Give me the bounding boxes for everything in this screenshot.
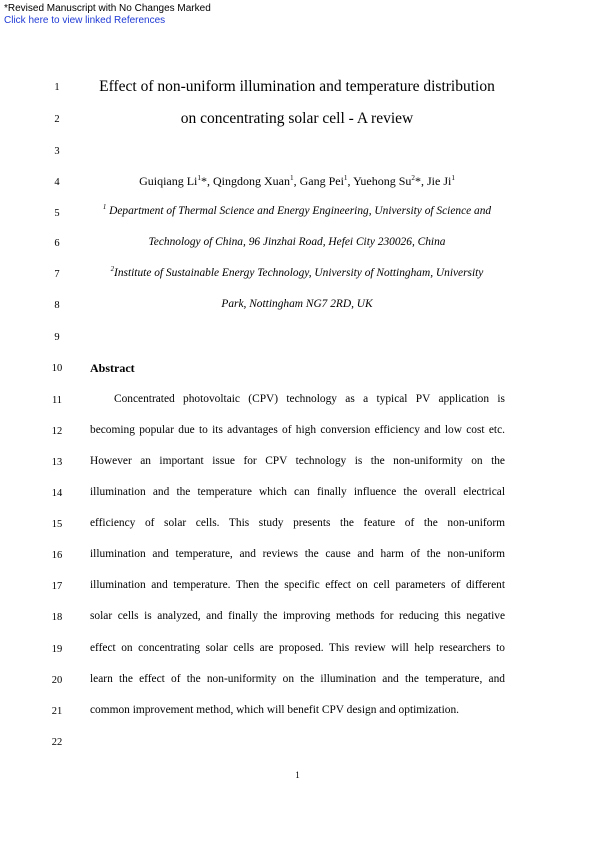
author-separator: , <box>293 174 300 188</box>
paper-title-line-2: on concentrating solar cell - A review <box>180 110 414 127</box>
affiliation-mark: 1 <box>102 204 107 212</box>
author-list <box>74 174 520 189</box>
line-number: 16 <box>51 550 63 561</box>
affiliation-mark: 1 <box>451 174 455 182</box>
line-number: 7 <box>54 269 60 280</box>
line-number: 2 <box>54 114 60 125</box>
abstract-line: solar cells is analyzed, and finally the improving methods for reducing this negative <box>90 610 505 622</box>
line-number: 15 <box>51 519 63 530</box>
abstract-line: becoming popular due to its advantages of high conversion efficiency and low cost etc. <box>90 424 505 436</box>
author-name: Gang Pei <box>299 174 344 188</box>
paper-title-line-1: Effect of non-uniform illumination and temperature distribution <box>99 78 495 95</box>
line-number: 14 <box>51 488 63 499</box>
affiliation-mark: 1 <box>197 174 201 182</box>
abstract-line: However an important issue for CPV technology is the non-uniformity on the <box>90 455 505 467</box>
revised-manuscript-banner: *Revised Manuscript with No Changes Marked <box>4 3 211 14</box>
author-separator: *, <box>200 174 213 188</box>
author-name: Guiqiang Li <box>139 174 198 188</box>
abstract-line: illumination and the temperature which can finally influence the overall electrical <box>90 486 505 498</box>
author-name: Qingdong Xuan <box>212 174 290 188</box>
line-number: 17 <box>51 581 63 592</box>
line-number: 18 <box>51 612 63 623</box>
affiliation-2-line-2: Park, Nottingham NG7 2RD, UK <box>221 298 373 310</box>
line-number: 3 <box>54 146 60 157</box>
line-number: 1 <box>54 82 60 93</box>
affiliation-2-line-1 <box>74 267 520 279</box>
abstract-line: effect on concentrating solar cells are proposed. This review will help researchers to <box>90 642 505 654</box>
line-number: 22 <box>51 737 63 748</box>
affiliation-1-line-2: Technology of China, 96 Jinzhai Road, Hefei City 230026, China <box>148 236 446 248</box>
abstract-line: illumination and temperature, and reviews the cause and harm of the non-uniform <box>90 548 505 560</box>
line-number: 9 <box>54 332 60 343</box>
linked-references-link[interactable]: Click here to view linked References <box>4 15 166 26</box>
line-number: 12 <box>51 426 63 437</box>
affiliation-mark: 2 <box>110 266 115 274</box>
affiliation-mark: 1 <box>289 174 294 182</box>
affiliation-mark: 1 <box>343 174 348 182</box>
author-name: Jie Ji <box>427 174 452 188</box>
author-separator: *, <box>415 174 427 188</box>
abstract-line: illumination and temperature. Then the specific effect on cell parameters of different <box>90 579 505 591</box>
abstract-line: learn the effect of the non-uniformity on the illumination and the temperature, and <box>90 673 505 685</box>
line-number: 8 <box>54 300 60 311</box>
affiliation-mark: 2 <box>411 174 415 182</box>
line-number: 13 <box>51 457 63 468</box>
abstract-line: Concentrated photovoltaic (CPV) technology as a typical PV application is <box>114 393 505 405</box>
abstract-heading: Abstract <box>90 361 135 375</box>
abstract-line: common improvement method, which will benefit CPV design and optimization. <box>90 704 459 716</box>
line-number: 6 <box>54 238 60 249</box>
affiliation-1-line-1 <box>74 205 520 217</box>
line-number: 5 <box>54 208 60 219</box>
line-number: 21 <box>51 706 63 717</box>
abstract-line: efficiency of solar cells. This study presents the feature of the non-uniform <box>90 517 505 529</box>
line-number: 10 <box>51 363 63 374</box>
line-number: 20 <box>51 675 63 686</box>
affiliation-text: Department of Thermal Science and Energy Engineering, University of Science and <box>106 205 492 217</box>
line-number: 4 <box>54 177 60 188</box>
line-number: 19 <box>51 644 63 655</box>
line-number: 11 <box>51 395 63 406</box>
author-separator: , <box>347 174 354 188</box>
affiliation-text: Institute of Sustainable Energy Technology, University of Nottingham, University <box>114 267 484 279</box>
page-number: 1 <box>295 770 300 780</box>
author-name: Yuehong Su <box>353 174 412 188</box>
